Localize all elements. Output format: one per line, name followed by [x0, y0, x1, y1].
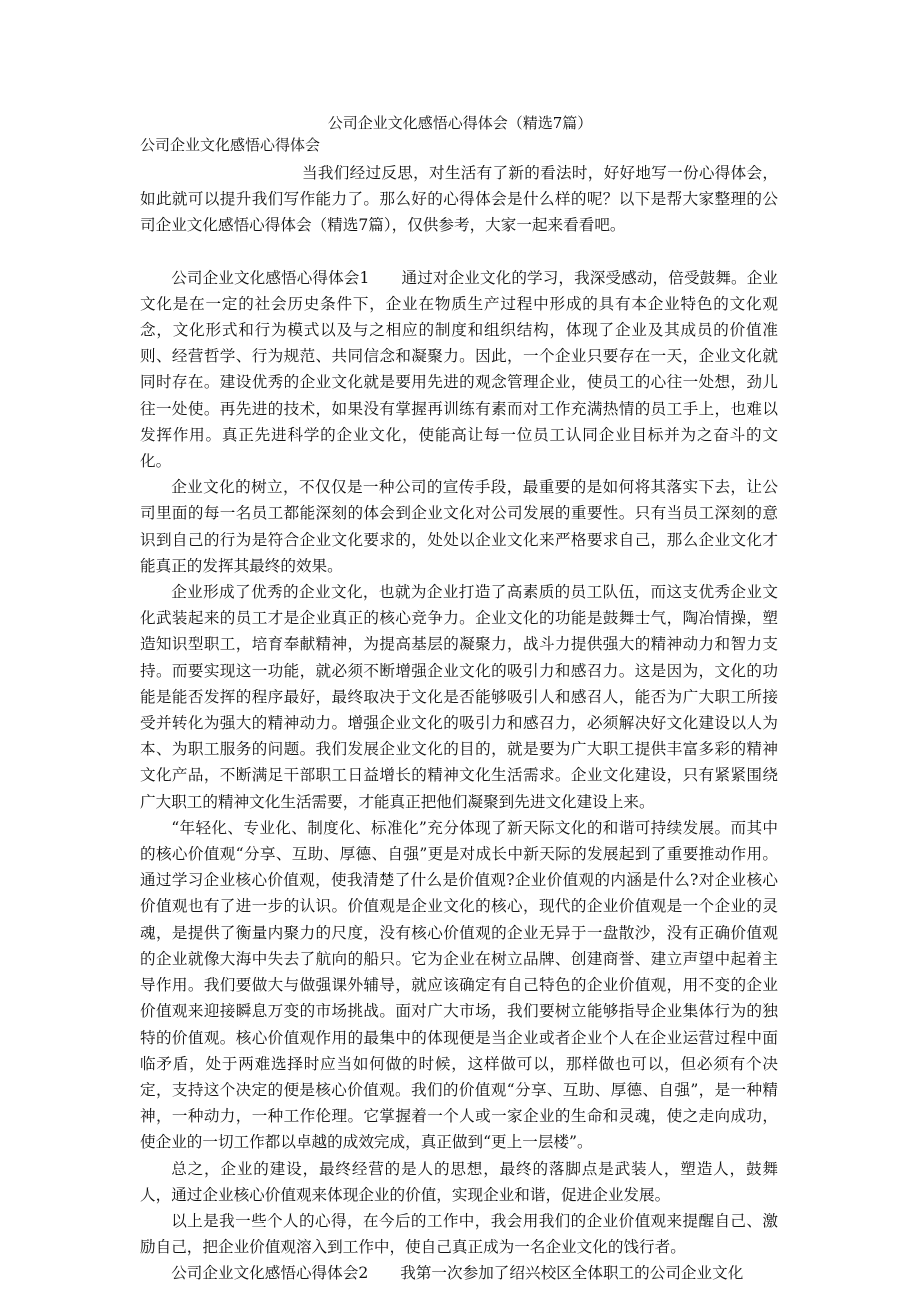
section-2-opening-paragraph: [140, 1260, 778, 1286]
section-1-heading: 公司企业文化感悟心得体会1: [171, 268, 370, 287]
section-2-first-paragraph: 我第一次参加了绍兴校区全体职工的公司企业文化: [400, 1264, 744, 1283]
section-1-paragraph: 总之，企业的建设，最终经营的是人的思想，最终的落脚点是武装人，塑造人，鼓舞人，通过企业核心价值观来体现企业的价值，实现企业和谐，促进企业发展。: [140, 1159, 778, 1204]
intro-paragraph: 当我们经过反思，对生活有了新的看法时，好好地写一份心得体会，如此就可以提升我们写作能力了。那么好的心得体会是什么样的呢？以下是帮大家整理的公司企业文化感悟心得体会（精选7篇），仅供参考，大家一起来看看吧。: [140, 164, 778, 235]
document-body: [140, 160, 778, 1287]
document-title: 公司企业文化感悟心得体会（精选7篇）: [327, 114, 593, 132]
section-2-heading: 公司企业文化感悟心得体会2: [171, 1264, 369, 1283]
section-1-paragraph: “年轻化、专业化、制度化、标准化”充分体现了新天际文化的和谐可持续发展。而其中的核心价值观“分享、互助、厚德、自强”更是对成长中新天际的发展起到了重要推动作用。通过学习企业核心价值观，使我清楚了什么是价值观?企业价值观的内涵是什么?对企业核心价值观也有了进一步的认识。价值观是企业文化的核心，现代的企业价值观是一个企业的灵魂，是提供了衡量内聚力的尺度，没有核心价值观的企业无异于一盘散沙，没有正确价值观的企业就像大海中失去了航向的船只。它为企业在树立品牌、创建商誉、建立声望中起着主导作用。我们要做大与做强课外辅导，就应该确定有自己特色的企业价值观，用不变的企业价值观来迎接瞬息万变的市场挑战。面对广大市场，我们要树立能够指导企业集体行为的独特的价值观。核心价值观作用的最集中的体现便是当企业或者企业个人在企业运营过程中面临矛盾，处于两难选择时应当如何做的时候，这样做可以，那样做也可以，但必须有个决定，支持这个决定的便是核心价值观。我们的价值观“分享、互助、厚德、自强”，是一种精神，一种动力，一种工作伦理。它掌握着一个人或一家企业的生命和灵魂，使之走向成功，使企业的一切工作都以卓越的成效完成，真正做到“更上一层楼”。: [140, 818, 778, 1152]
section-1-first-paragraph: 通过对企业文化的学习，我深受感动，倍受鼓舞。企业文化是在一定的社会历史条件下，企业在物质生产过程中形成的具有本企业特色的文化观念，文化形式和行为模式以及与之相应的制度和组织结构，体现了企业及其成员的价值准则、经营哲学、行为规范、共同信念和凝聚力。因此，一个企业只要存在一天，企业文化就同时存在。建设优秀的企业文化就是要用先进的观念管理企业，使员工的心往一处想，劲儿往一处使。再先进的技术，如果没有掌握再训练有素而对工作充满热情的员工手上，也难以发挥作用。真正先进科学的企业文化，使能高让每一位员工认同企业目标并为之奋斗的文化。: [140, 268, 778, 471]
paragraph-spacer: [140, 239, 778, 265]
section-1-paragraph: 企业形成了优秀的企业文化，也就为企业打造了高素质的员工队伍，而这支优秀企业文化武装起来的员工才是企业真正的核心竞争力。企业文化的功能是鼓舞士气，陶冶情操，塑造知识型职工，培育奉献精神，为提高基层的凝聚力，战斗力提供强大的精神动力和智力支持。而要实现这一功能，就必须不断增强企业文化的吸引力和感召力。这是因为，文化的功能是能否发挥的程序最好，最终取决于文化是否能够吸引人和感召人，能否为广大职工所接受并转化为强大的精神动力。增强企业文化的吸引力和感召力，必须解决好文化建设以人为本、为职工服务的问题。我们发展企业文化的目的，就是要为广大职工提供丰富多彩的精神文化产品，不断满足干部职工日益增长的精神文化生活需求。企业文化建设，只有紧紧围绕广大职工的精神文化生活需要，才能真正把他们凝聚到先进文化建设上来。: [140, 583, 778, 811]
document-subtitle: 公司企业文化感悟心得体会: [140, 136, 321, 154]
section-1-paragraph: 以上是我一些个人的心得，在今后的工作中，我会用我们的企业价值观来提醒自己、激励自己，把企业价值观溶入到工作中，使自己真正成为一名企业文化的饯行者。: [140, 1211, 778, 1257]
section-1-paragraph: 企业文化的树立，不仅仅是一种公司的宣传手段，最重要的是如何将其落实下去，让公司里面的每一名员工都能深刻的体会到企业文化对公司发展的重要性。只有当员工深刻的意识到自己的行为是符合企业文化要求的，处处以企业文化来严格要求自己，那么企业文化才能真正的发挥其最终的效果。: [140, 478, 778, 575]
section-1-opening-paragraph: [140, 265, 778, 475]
